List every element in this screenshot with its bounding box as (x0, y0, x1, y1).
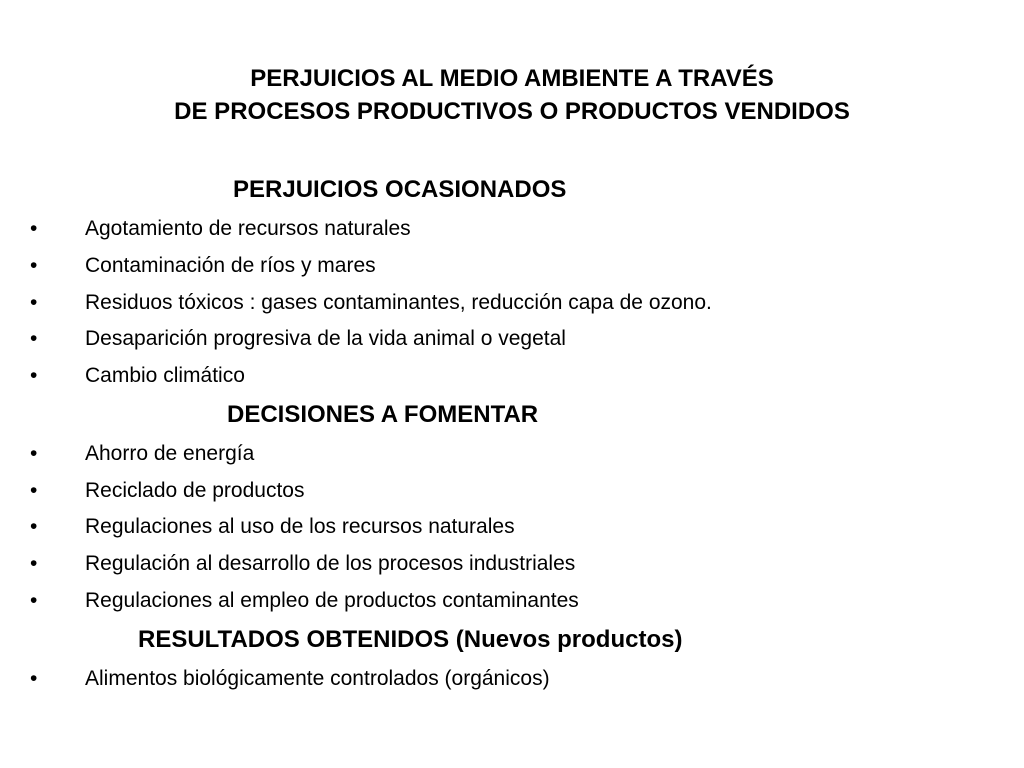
list-item-text: Residuos tóxicos : gases contaminantes, reducción capa de ozono. (85, 291, 712, 314)
list-item (0, 479, 1024, 509)
list-item-text: Ahorro de energía (85, 442, 255, 465)
bullet-icon: • (30, 217, 38, 240)
list-item-text: Alimentos biológicamente controlados (orgánicos) (85, 667, 550, 690)
list-item (0, 552, 1024, 582)
list-item-text: Cambio climático (85, 364, 245, 387)
section-heading-resultados: RESULTADOS OBTENIDOS (Nuevos productos) (138, 626, 683, 653)
section-heading-perjuicios: PERJUICIOS OCASIONADOS (233, 176, 567, 203)
bullet-icon: • (30, 552, 38, 575)
list-item-text: Contaminación de ríos y mares (85, 254, 376, 277)
list-item (0, 364, 1024, 394)
list-item-text: Agotamiento de recursos naturales (85, 217, 411, 240)
list-item-text: Regulaciones al uso de los recursos naturales (85, 515, 515, 538)
list-item-text: Desaparición progresiva de la vida animal o vegetal (85, 327, 566, 350)
list-item (0, 327, 1024, 357)
bullet-icon: • (30, 667, 38, 690)
bullet-icon: • (30, 254, 38, 277)
list-item-text: Reciclado de productos (85, 479, 305, 502)
bullet-icon: • (30, 479, 38, 502)
list-item-text: Regulaciones al empleo de productos contaminantes (85, 589, 579, 612)
list-item (0, 589, 1024, 619)
list-item (0, 291, 1024, 321)
bullet-icon: • (30, 327, 38, 350)
title-line-2: DE PROCESOS PRODUCTIVOS O PRODUCTOS VENDIDOS (174, 98, 850, 125)
list-item-text: Regulación al desarrollo de los procesos industriales (85, 552, 576, 575)
bullet-icon: • (30, 291, 38, 314)
list-item (0, 515, 1024, 545)
list-item (0, 217, 1024, 247)
slide-title (0, 62, 1024, 128)
list-item (0, 442, 1024, 472)
bullet-icon: • (30, 364, 38, 387)
bullet-icon: • (30, 442, 38, 465)
title-line-1: PERJUICIOS AL MEDIO AMBIENTE A TRAVÉS (250, 65, 774, 92)
list-item (0, 667, 1024, 697)
bullet-icon: • (30, 515, 38, 538)
list-item (0, 254, 1024, 284)
bullet-icon: • (30, 589, 38, 612)
section-heading-decisiones: DECISIONES A FOMENTAR (227, 401, 539, 428)
